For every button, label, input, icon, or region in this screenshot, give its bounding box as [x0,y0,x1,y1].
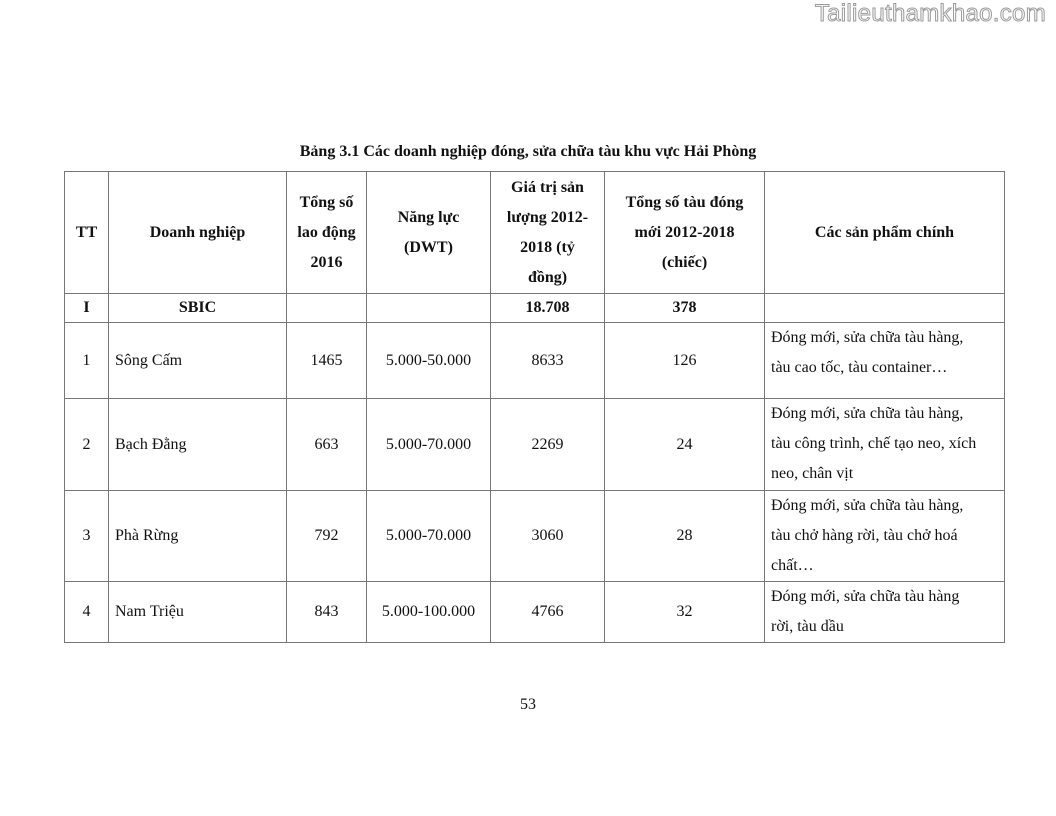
cell-tt: 2 [65,399,109,491]
table-row [65,582,1005,643]
header-row [65,172,1005,294]
cell-products: Đóng mới, sửa chữa tàu hàng, tàu cao tốc, tàu container… [765,323,1005,399]
cell-labor: 1465 [287,323,367,399]
cell-products: Đóng mới, sửa chữa tàu hàng, tàu chở hàng rời, tàu chở hoá chất… [765,491,1005,582]
cell-company: Phà Rừng [109,491,287,582]
cell-tt: 4 [65,582,109,643]
page-number: 53 [520,696,536,713]
cell-labor: 843 [287,582,367,643]
cell-tt: 1 [65,323,109,399]
table-caption: Bảng 3.1 Các doanh nghiệp đóng, sửa chữa tàu khu vực Hải Phòng [299,143,757,160]
header-value: Giá trị sản lượng 2012- 2018 (tỷ đồng) [491,172,605,294]
cell-company: Nam Triệu [109,582,287,643]
cell-ships: 28 [605,491,765,582]
header-ships: Tổng số tàu đóng mới 2012-2018 (chiếc) [605,172,765,294]
group-row [65,294,1005,323]
group-ships: 378 [605,294,765,323]
group-labor [287,294,367,323]
header-labor: Tổng số lao động 2016 [287,172,367,294]
cell-labor: 792 [287,491,367,582]
cell-capacity: 5.000-70.000 [367,399,491,491]
cell-company: Bạch Đằng [109,399,287,491]
header-company: Doanh nghiệp [109,172,287,294]
group-value: 18.708 [491,294,605,323]
cell-products: Đóng mới, sửa chữa tàu hàng rời, tàu dầu [765,582,1005,643]
group-name: SBIC [109,294,287,323]
header-capacity: Năng lực (DWT) [367,172,491,294]
cell-tt: 3 [65,491,109,582]
watermark: Tailieuthamkhao.com [814,0,1046,27]
group-capacity [367,294,491,323]
cell-capacity: 5.000-70.000 [367,491,491,582]
cell-labor: 663 [287,399,367,491]
cell-value: 3060 [491,491,605,582]
table-row [65,491,1005,582]
header-products: Các sản phẩm chính [765,172,1005,294]
cell-ships: 126 [605,323,765,399]
cell-ships: 32 [605,582,765,643]
cell-value: 8633 [491,323,605,399]
cell-capacity: 5.000-100.000 [367,582,491,643]
cell-value: 4766 [491,582,605,643]
group-tt: I [65,294,109,323]
table-row [65,399,1005,491]
header-tt: TT [65,172,109,294]
table-row [65,323,1005,399]
cell-value: 2269 [491,399,605,491]
group-products [765,294,1005,323]
cell-products: Đóng mới, sửa chữa tàu hàng, tàu công trình, chế tạo neo, xích neo, chân vịt [765,399,1005,491]
cell-capacity: 5.000-50.000 [367,323,491,399]
shipbuilding-table [64,171,1005,643]
cell-ships: 24 [605,399,765,491]
cell-company: Sông Cấm [109,323,287,399]
